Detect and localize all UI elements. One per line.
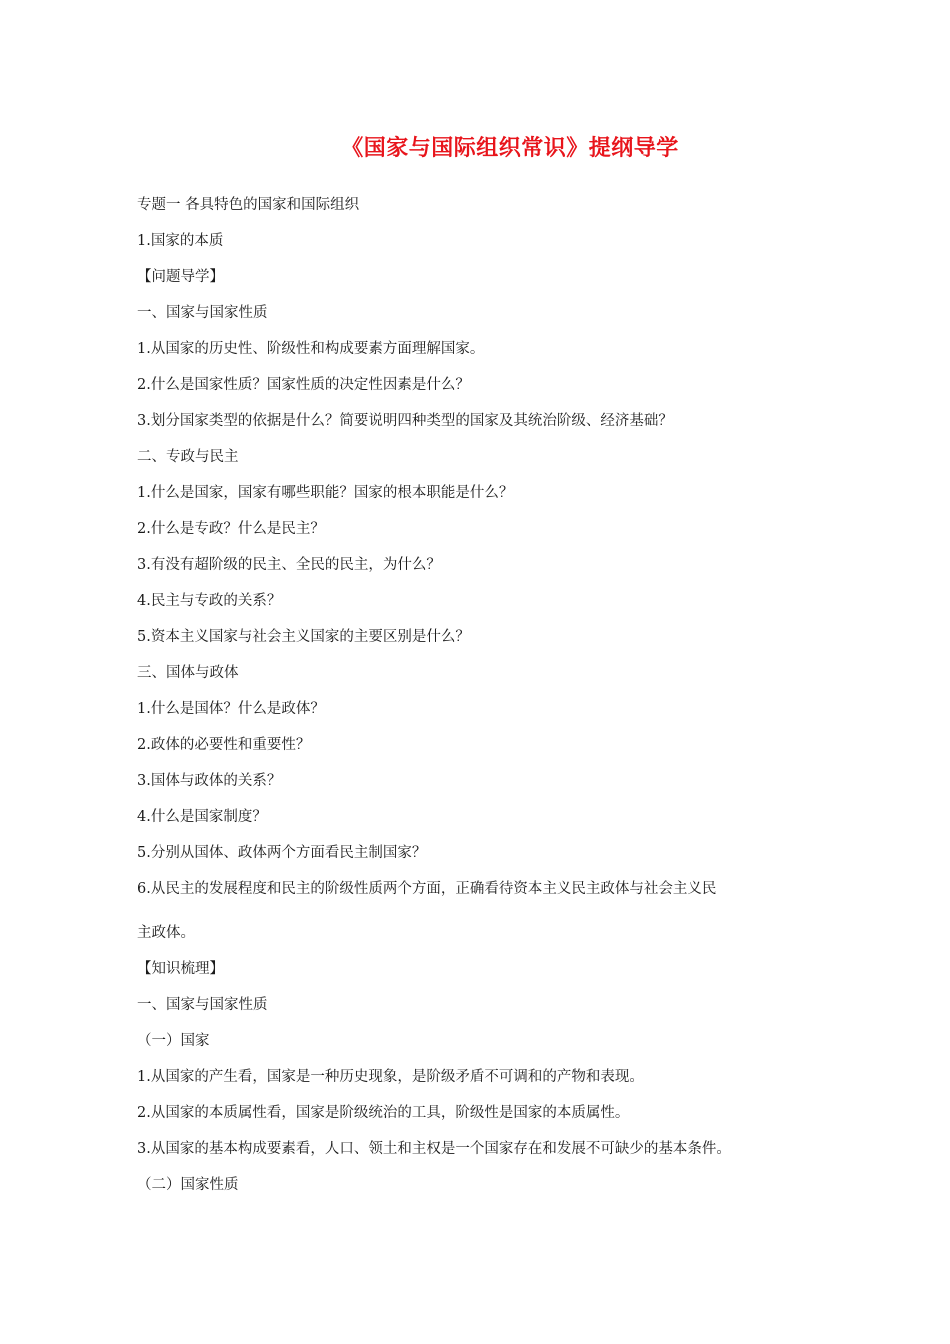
section-heading: 专题一 各具特色的国家和国际组织 [137,197,360,213]
question-item: 4.民主与专政的关系？ [137,593,282,609]
subpart-heading: （二）国家性质 [137,1177,239,1193]
question-item: 5.分别从国体、政体两个方面看民主制国家？ [137,845,427,861]
question-item: 3.国体与政体的关系？ [137,773,282,789]
part-heading: 三、国体与政体 [137,665,239,681]
question-item: 1.从国家的历史性、阶级性和构成要素方面理解国家。 [137,341,485,357]
subsection-heading: 1.国家的本质 [137,233,224,249]
knowledge-item: 3.从国家的基本构成要素看，人口、领土和主权是一个国家存在和发展不可缺少的基本条件。 [137,1141,731,1157]
knowledge-item: 1.从国家的产生看，国家是一种历史现象，是阶级矛盾不可调和的产物和表现。 [137,1069,644,1085]
question-item: 3.划分国家类型的依据是什么？简要说明四种类型的国家及其统治阶级、经济基础？ [137,413,673,429]
question-item: 5.资本主义国家与社会主义国家的主要区别是什么？ [137,629,470,645]
question-item: 2.什么是国家性质？国家性质的决定性因素是什么？ [137,377,470,393]
question-item: 2.政体的必要性和重要性？ [137,737,311,753]
question-item: 6.从民主的发展程度和民主的阶级性质两个方面，正确看待资本主义民主政体与社会主义民 [137,881,717,897]
document-title: 《国家与国际组织常识》提纲导学 [341,136,679,161]
document-body [137,187,827,1203]
question-item: 4.什么是国家制度？ [137,809,267,825]
subpart-heading: （一）国家 [137,1033,210,1049]
question-item: 2.什么是专政？什么是民主？ [137,521,325,537]
bracket-heading: 【知识梳理】 [137,961,224,977]
question-item: 1.什么是国体？什么是政体？ [137,701,325,717]
part-heading: 一、国家与国家性质 [137,305,268,321]
part-heading: 二、专政与民主 [137,449,239,465]
question-item: 1.什么是国家，国家有哪些职能？国家的根本职能是什么？ [137,485,514,501]
knowledge-item: 2.从国家的本质属性看，国家是阶级统治的工具，阶级性是国家的本质属性。 [137,1105,630,1121]
question-item-continuation: 主政体。 [137,925,195,941]
part-heading: 一、国家与国家性质 [137,997,268,1013]
question-item: 3.有没有超阶级的民主、全民的民主，为什么？ [137,557,441,573]
bracket-heading: 【问题导学】 [137,269,224,285]
